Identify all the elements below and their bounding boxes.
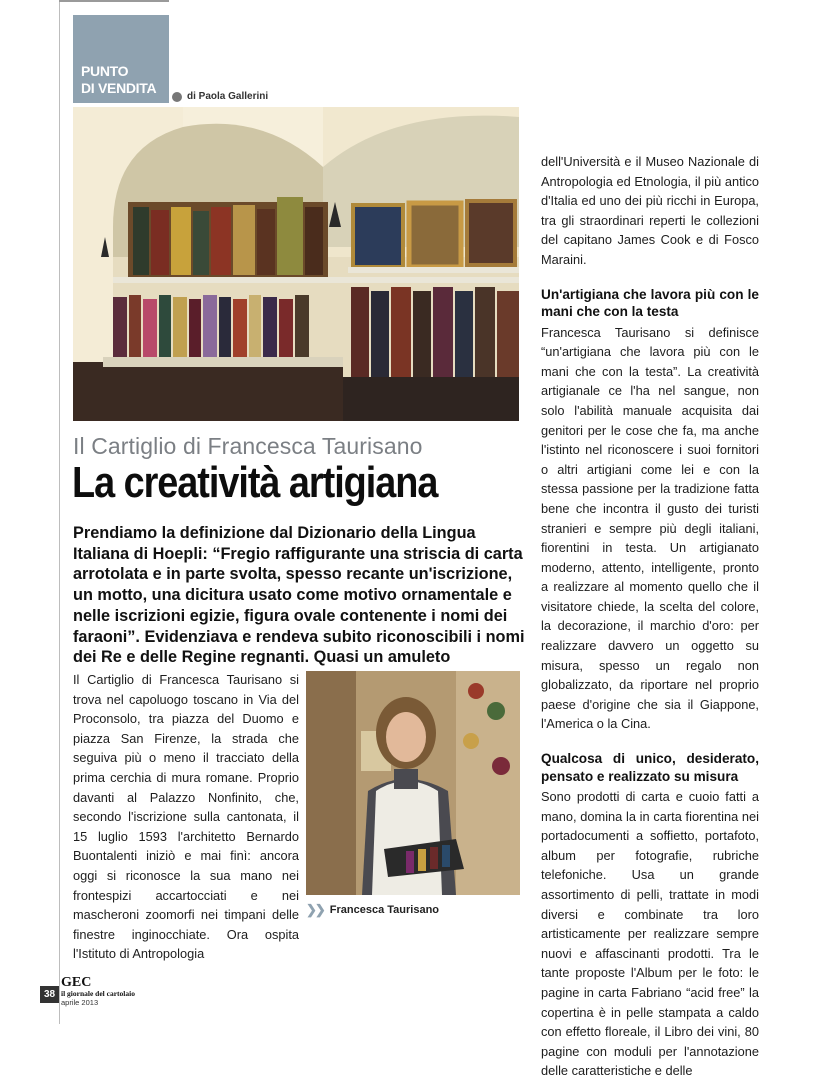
body-paragraph-2: Sono prodotti di carta e cuoio fatti a mano, domina la in carta fiorentina nei portadocumenti a soffietto, portafoto, album per fotografie, rubriche telefoniche. Usa un grande assortimento di pelli, trattate in modi diversi e combinate tra loro artisticamente per realizzare sempre nuovi e affascinanti prodotti. Tra le tante proposte l'Album per le foto: le pagine in carta Fabriano “acid free” la copertina è in pelle stampata a caldo con effetto floreale, il Libro dei vini, 80 pagine con moduli per l'annotazione delle caratteristiche e delle [541, 789, 759, 1079]
byline-text: di Paola Gallerini [187, 91, 269, 102]
top-rule [59, 0, 169, 2]
subheading-2: Qualcosa di unico, desiderato, pensato e realizzato su misura [541, 751, 759, 784]
body-paragraph-1: Francesca Taurisano si definisce “un'artigiana che lavora più con le mani che con la testa”. La creatività artigianale ce l'ha nel sangue, non solo l'abilità manuale acquisita dai genitori per le cose che fa, ma anche l'istinto nel riconoscere i suoi fornitori o altri artigiani come lei e con la stessa passione per la tradizione fatta bene che incontra il gusto dei turisti stranieri e sempre più degli italiani, fiorentini in testa. Un artigianato moderno, attento, intelligente, pronto a realizzare al momento quello che il visitatore chiede, la scelta del colore, la decorazione, il marchio d'oro: per realizzare davvero un oggetto su misura, spesso un regalo non globalizzato, da riportare nel proprio paese d'origine che sia il Giappone, l'America o la Cina. [541, 324, 759, 732]
magazine-logo: GEC [61, 975, 92, 990]
portrait-photo [306, 671, 520, 895]
caption-text: Francesca Taurisano [329, 904, 440, 916]
author-icon [172, 92, 182, 102]
caption-marker-icon: ❯❯ [306, 902, 324, 917]
body-paragraph: Il Cartiglio di Francesca Taurisano si trova nel capoluogo toscano in Via del Proconsolo, tra piazza del Duomo e piazza San Firenze, la strada che seguiva più o meno il tracciato della prima cerchia di mura romane. Proprio davanti al Palazzo Nonfinito, che, secondo l'iscrizione sulla cantonata, il 15 luglio 1593 l'architetto Bernardo Buontalenti iniziò e mai finì: ancora oggi si riconosce la sua mano nei frontespizi accartocciati e nei mascheroni zoomorfi nei timpani delle finestre inginocchiate. Ora ospita l'Istituto di Antropologia [73, 672, 299, 962]
photo-caption [306, 902, 439, 918]
margin-rule [59, 0, 60, 1024]
body-column-2 [541, 152, 759, 1081]
article-kicker: Il Cartiglio di Francesca Taurisano [73, 433, 423, 459]
body-column-1 [73, 670, 299, 964]
section-tag-line1: PUNTO [81, 63, 129, 79]
magazine-subtitle: il giornale del cartolaio [61, 989, 135, 998]
section-tag [81, 63, 156, 97]
issue-date: aprile 2013 [61, 998, 99, 1007]
subheading-1: Un'artigiana che lavora più con le mani che con la testa [541, 286, 759, 320]
byline [172, 91, 268, 102]
section-tag-line2: DI VENDITA [81, 80, 157, 96]
article-lead: Prendiamo la definizione dal Dizionario della Lingua Italiana di Hoepli: “Fregio raffigurante una striscia di carta arrotolata e in parte svolta, spesso recante un'iscrizione, un motto, una dicitura usato come motivo ornamentale e nelle iscrizioni egizie, figura ovale contenente i nomi dei faraoni”. Evidenziava e rendeva subito riconoscibili i nomi dei Re e delle Regine regnanti. Quasi un amuleto [73, 524, 525, 667]
article-title: La creatività artigiana [72, 458, 438, 507]
body-paragraph-intro: dell'Università e il Museo Nazionale di Antropologia ed Etnologia, il più antico d'Italia ed uno dei più ricchi in Europa, tra gli straordinari reperti le collezioni del capitano James Cook e di Fosco Maraini. [541, 154, 759, 267]
shop-interior-photo [73, 107, 519, 421]
page-number: 38 [40, 986, 59, 1003]
